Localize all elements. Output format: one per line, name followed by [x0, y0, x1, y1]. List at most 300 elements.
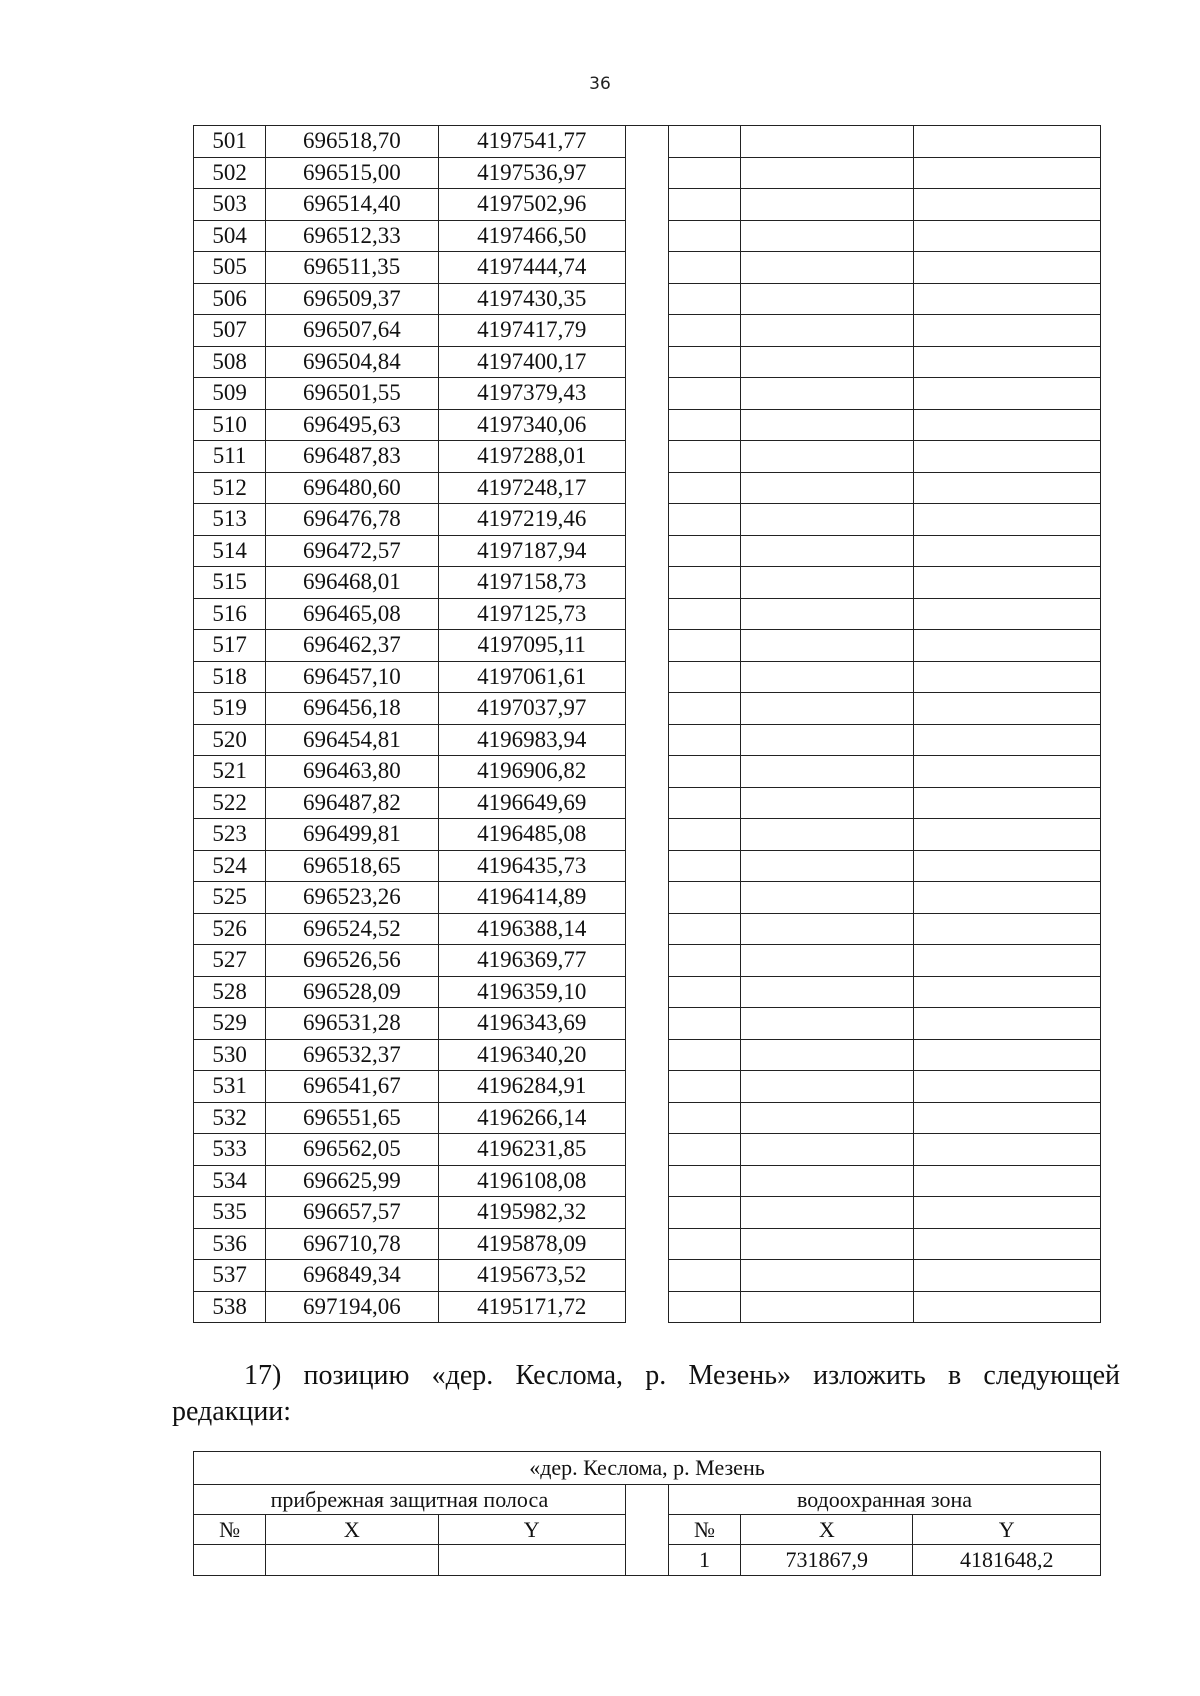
empty-cell — [913, 945, 1100, 977]
table-row — [194, 346, 1101, 378]
empty-cell — [913, 1291, 1100, 1323]
x-coordinate: 696468,01 — [266, 567, 438, 599]
empty-cell — [741, 850, 913, 882]
separator-cell — [625, 1071, 668, 1103]
paragraph-line-2: редакции: — [172, 1396, 292, 1427]
empty-cell — [741, 1165, 913, 1197]
y-coordinate: 4197095,11 — [438, 630, 625, 662]
empty-cell — [741, 598, 913, 630]
y-coordinate: 4197417,79 — [438, 315, 625, 347]
x-coordinate: 696480,60 — [266, 472, 438, 504]
empty-cell — [741, 126, 913, 158]
point-number: 517 — [194, 630, 266, 662]
empty-cell — [913, 189, 1100, 221]
zone-row-no: 1 — [668, 1545, 740, 1576]
point-number: 516 — [194, 598, 266, 630]
empty-cell — [913, 346, 1100, 378]
x-coordinate: 696465,08 — [266, 598, 438, 630]
zone-row-y: 4181648,2 — [913, 1545, 1101, 1576]
empty-cell — [741, 567, 913, 599]
empty-cell — [669, 630, 741, 662]
separator-cell — [625, 787, 668, 819]
empty-cell — [913, 1260, 1100, 1292]
point-number: 527 — [194, 945, 266, 977]
x-coordinate: 696523,26 — [266, 882, 438, 914]
empty-cell — [913, 1102, 1100, 1134]
y-coordinate: 4196983,94 — [438, 724, 625, 756]
paragraph-line-1: 17) позицию «дер. Кеслома, р. Мезень» изложить в следующей — [244, 1360, 1120, 1391]
empty-cell — [669, 1008, 741, 1040]
empty-cell — [913, 661, 1100, 693]
empty-cell — [669, 315, 741, 347]
separator-cell — [625, 220, 668, 252]
table-row — [194, 882, 1101, 914]
empty-cell — [741, 1134, 913, 1166]
separator-cell — [625, 913, 668, 945]
empty-cell — [669, 1102, 741, 1134]
empty-cell — [913, 441, 1100, 473]
table-row — [194, 1071, 1101, 1103]
y-coordinate: 4196369,77 — [438, 945, 625, 977]
empty-cell — [669, 1197, 741, 1229]
y-coordinate: 4197288,01 — [438, 441, 625, 473]
empty-cell — [741, 535, 913, 567]
empty-cell — [669, 819, 741, 851]
y-coordinate: 4197430,35 — [438, 283, 625, 315]
point-number: 507 — [194, 315, 266, 347]
separator-cell — [625, 598, 668, 630]
table-row — [194, 598, 1101, 630]
empty-cell — [741, 441, 913, 473]
zone-table-title: «дер. Кеслома, р. Мезень — [194, 1452, 1101, 1485]
table-row — [194, 126, 1101, 158]
right-col-x: X — [741, 1515, 913, 1545]
empty-cell — [741, 1071, 913, 1103]
table-row — [194, 1008, 1101, 1040]
y-coordinate: 4196284,91 — [438, 1071, 625, 1103]
x-coordinate: 696532,37 — [266, 1039, 438, 1071]
separator-cell — [625, 850, 668, 882]
point-number: 536 — [194, 1228, 266, 1260]
x-coordinate: 696528,09 — [266, 976, 438, 1008]
point-number: 502 — [194, 157, 266, 189]
empty-cell — [741, 787, 913, 819]
empty-cell — [741, 945, 913, 977]
empty-cell — [669, 189, 741, 221]
empty-cell — [669, 1291, 741, 1323]
empty-cell — [913, 157, 1100, 189]
point-number: 508 — [194, 346, 266, 378]
left-col-y: Y — [438, 1515, 625, 1545]
empty-cell — [741, 756, 913, 788]
separator-cell — [625, 819, 668, 851]
point-number: 503 — [194, 189, 266, 221]
table-row — [194, 1039, 1101, 1071]
empty-cell — [669, 157, 741, 189]
empty-cell — [913, 1165, 1100, 1197]
empty-cell — [669, 976, 741, 1008]
point-number: 511 — [194, 441, 266, 473]
x-coordinate: 696562,05 — [266, 1134, 438, 1166]
empty-cell — [913, 724, 1100, 756]
empty-cell — [741, 1228, 913, 1260]
empty-cell — [669, 913, 741, 945]
y-coordinate: 4197536,97 — [438, 157, 625, 189]
x-coordinate: 696514,40 — [266, 189, 438, 221]
x-coordinate: 696454,81 — [266, 724, 438, 756]
point-number: 520 — [194, 724, 266, 756]
table-row — [194, 850, 1101, 882]
separator-cell — [625, 1228, 668, 1260]
table-row — [194, 472, 1101, 504]
zone-row-x: 731867,9 — [741, 1545, 913, 1576]
point-number: 512 — [194, 472, 266, 504]
x-coordinate: 696472,57 — [266, 535, 438, 567]
x-coordinate: 696499,81 — [266, 819, 438, 851]
page-number: 36 — [589, 74, 611, 94]
y-coordinate: 4196108,08 — [438, 1165, 625, 1197]
y-coordinate: 4197340,06 — [438, 409, 625, 441]
point-number: 524 — [194, 850, 266, 882]
empty-cell — [913, 819, 1100, 851]
y-coordinate: 4196340,20 — [438, 1039, 625, 1071]
separator-cell — [625, 1291, 668, 1323]
y-coordinate: 4195982,32 — [438, 1197, 625, 1229]
table-row — [194, 724, 1101, 756]
x-coordinate: 696511,35 — [266, 252, 438, 284]
x-coordinate: 696541,67 — [266, 1071, 438, 1103]
left-empty-cell — [194, 1545, 266, 1576]
empty-cell — [913, 126, 1100, 158]
table-row — [194, 756, 1101, 788]
point-number: 514 — [194, 535, 266, 567]
table-row — [194, 787, 1101, 819]
separator-cell — [625, 1260, 668, 1292]
left-col-x: X — [266, 1515, 438, 1545]
table-row — [194, 1228, 1101, 1260]
separator-cell — [625, 252, 668, 284]
point-number: 510 — [194, 409, 266, 441]
table-row — [194, 630, 1101, 662]
table-row — [194, 693, 1101, 725]
empty-cell — [669, 882, 741, 914]
empty-cell — [913, 472, 1100, 504]
table-row — [194, 1102, 1101, 1134]
separator-cell — [625, 1039, 668, 1071]
table-row — [194, 913, 1101, 945]
y-coordinate: 4196388,14 — [438, 913, 625, 945]
empty-cell — [669, 693, 741, 725]
separator-cell — [625, 724, 668, 756]
right-col-no: № — [668, 1515, 740, 1545]
separator-cell — [625, 504, 668, 536]
x-coordinate: 696487,82 — [266, 787, 438, 819]
empty-cell — [741, 976, 913, 1008]
empty-cell — [669, 283, 741, 315]
separator-cell — [625, 472, 668, 504]
empty-cell — [669, 504, 741, 536]
separator-cell — [625, 1102, 668, 1134]
left-col-no: № — [194, 1515, 266, 1545]
separator-cell — [625, 1485, 668, 1576]
empty-cell — [913, 787, 1100, 819]
table-row — [194, 315, 1101, 347]
y-coordinate: 4196649,69 — [438, 787, 625, 819]
y-coordinate: 4196266,14 — [438, 1102, 625, 1134]
empty-cell — [741, 346, 913, 378]
y-coordinate: 4197219,46 — [438, 504, 625, 536]
table-row — [194, 945, 1101, 977]
y-coordinate: 4196343,69 — [438, 1008, 625, 1040]
x-coordinate: 696657,57 — [266, 1197, 438, 1229]
x-coordinate: 696625,99 — [266, 1165, 438, 1197]
y-coordinate: 4197400,17 — [438, 346, 625, 378]
empty-cell — [741, 252, 913, 284]
empty-cell — [913, 535, 1100, 567]
separator-cell — [625, 882, 668, 914]
empty-cell — [741, 724, 913, 756]
empty-cell — [741, 315, 913, 347]
x-coordinate: 696512,33 — [266, 220, 438, 252]
empty-cell — [669, 472, 741, 504]
empty-cell — [669, 126, 741, 158]
x-coordinate: 696456,18 — [266, 693, 438, 725]
y-coordinate: 4196485,08 — [438, 819, 625, 851]
point-number: 523 — [194, 819, 266, 851]
x-coordinate: 696462,37 — [266, 630, 438, 662]
y-coordinate: 4197379,43 — [438, 378, 625, 410]
empty-cell — [913, 630, 1100, 662]
point-number: 531 — [194, 1071, 266, 1103]
point-number: 532 — [194, 1102, 266, 1134]
empty-cell — [669, 756, 741, 788]
table-row — [194, 567, 1101, 599]
y-coordinate: 4196359,10 — [438, 976, 625, 1008]
x-coordinate: 696495,63 — [266, 409, 438, 441]
x-coordinate: 696463,80 — [266, 756, 438, 788]
empty-cell — [741, 378, 913, 410]
y-coordinate: 4197037,97 — [438, 693, 625, 725]
x-coordinate: 696507,64 — [266, 315, 438, 347]
table-row — [194, 1165, 1101, 1197]
separator-cell — [625, 1134, 668, 1166]
point-number: 534 — [194, 1165, 266, 1197]
table-row — [194, 252, 1101, 284]
empty-cell — [913, 409, 1100, 441]
separator-cell — [625, 378, 668, 410]
y-coordinate: 4197541,77 — [438, 126, 625, 158]
table-row — [194, 283, 1101, 315]
separator-cell — [625, 945, 668, 977]
y-coordinate: 4197502,96 — [438, 189, 625, 221]
point-number: 538 — [194, 1291, 266, 1323]
table-row — [194, 1260, 1101, 1292]
point-number: 526 — [194, 913, 266, 945]
empty-cell — [913, 1228, 1100, 1260]
empty-cell — [913, 252, 1100, 284]
y-coordinate: 4196435,73 — [438, 850, 625, 882]
empty-cell — [741, 693, 913, 725]
amendment-paragraph — [172, 1358, 1120, 1430]
empty-cell — [669, 252, 741, 284]
table-row — [194, 1197, 1101, 1229]
empty-cell — [741, 882, 913, 914]
separator-cell — [625, 630, 668, 662]
empty-cell — [913, 220, 1100, 252]
point-number: 519 — [194, 693, 266, 725]
point-number: 525 — [194, 882, 266, 914]
x-coordinate: 696518,65 — [266, 850, 438, 882]
separator-cell — [625, 441, 668, 473]
left-empty-cell — [438, 1545, 625, 1576]
table-row — [194, 535, 1101, 567]
coastal-strip-header: прибрежная защитная полоса — [194, 1485, 626, 1515]
empty-cell — [913, 882, 1100, 914]
empty-cell — [669, 598, 741, 630]
empty-cell — [669, 567, 741, 599]
empty-cell — [669, 220, 741, 252]
point-number: 518 — [194, 661, 266, 693]
point-number: 522 — [194, 787, 266, 819]
empty-cell — [741, 472, 913, 504]
x-coordinate: 696509,37 — [266, 283, 438, 315]
empty-cell — [669, 1039, 741, 1071]
empty-cell — [741, 283, 913, 315]
separator-cell — [625, 567, 668, 599]
y-coordinate: 4197466,50 — [438, 220, 625, 252]
empty-cell — [913, 1134, 1100, 1166]
empty-cell — [913, 504, 1100, 536]
coordinates-table — [193, 125, 1101, 1323]
empty-cell — [913, 1008, 1100, 1040]
y-coordinate: 4196231,85 — [438, 1134, 625, 1166]
point-number: 504 — [194, 220, 266, 252]
separator-cell — [625, 126, 668, 158]
empty-cell — [669, 378, 741, 410]
separator-cell — [625, 976, 668, 1008]
empty-cell — [741, 220, 913, 252]
empty-cell — [913, 283, 1100, 315]
empty-cell — [913, 756, 1100, 788]
empty-cell — [741, 661, 913, 693]
y-coordinate: 4195673,52 — [438, 1260, 625, 1292]
empty-cell — [669, 535, 741, 567]
point-number: 505 — [194, 252, 266, 284]
empty-cell — [669, 661, 741, 693]
empty-cell — [741, 1039, 913, 1071]
empty-cell — [741, 157, 913, 189]
empty-cell — [741, 409, 913, 441]
point-number: 535 — [194, 1197, 266, 1229]
empty-cell — [913, 1039, 1100, 1071]
empty-cell — [741, 189, 913, 221]
y-coordinate: 4197444,74 — [438, 252, 625, 284]
empty-cell — [741, 819, 913, 851]
empty-cell — [669, 945, 741, 977]
table-row — [194, 504, 1101, 536]
empty-cell — [741, 1008, 913, 1040]
empty-cell — [741, 1197, 913, 1229]
separator-cell — [625, 1197, 668, 1229]
empty-cell — [913, 1197, 1100, 1229]
empty-cell — [741, 1260, 913, 1292]
separator-cell — [625, 409, 668, 441]
separator-cell — [625, 1008, 668, 1040]
y-coordinate: 4197061,61 — [438, 661, 625, 693]
water-protection-zone-header: водоохранная зона — [668, 1485, 1100, 1515]
x-coordinate: 696457,10 — [266, 661, 438, 693]
separator-cell — [625, 283, 668, 315]
empty-cell — [669, 850, 741, 882]
empty-cell — [741, 913, 913, 945]
x-coordinate: 696551,65 — [266, 1102, 438, 1134]
point-number: 528 — [194, 976, 266, 1008]
table-row — [194, 220, 1101, 252]
x-coordinate: 696504,84 — [266, 346, 438, 378]
empty-cell — [741, 630, 913, 662]
empty-cell — [913, 913, 1100, 945]
empty-cell — [669, 441, 741, 473]
y-coordinate: 4196414,89 — [438, 882, 625, 914]
point-number: 506 — [194, 283, 266, 315]
separator-cell — [625, 756, 668, 788]
point-number: 529 — [194, 1008, 266, 1040]
x-coordinate: 696531,28 — [266, 1008, 438, 1040]
x-coordinate: 697194,06 — [266, 1291, 438, 1323]
empty-cell — [669, 724, 741, 756]
separator-cell — [625, 189, 668, 221]
empty-cell — [741, 1291, 913, 1323]
table-row — [194, 189, 1101, 221]
point-number: 501 — [194, 126, 266, 158]
point-number: 513 — [194, 504, 266, 536]
x-coordinate: 696501,55 — [266, 378, 438, 410]
empty-cell — [669, 346, 741, 378]
empty-cell — [669, 1165, 741, 1197]
empty-cell — [913, 598, 1100, 630]
separator-cell — [625, 157, 668, 189]
y-coordinate: 4197187,94 — [438, 535, 625, 567]
separator-cell — [625, 315, 668, 347]
empty-cell — [669, 1134, 741, 1166]
x-coordinate: 696849,34 — [266, 1260, 438, 1292]
point-number: 533 — [194, 1134, 266, 1166]
point-number: 509 — [194, 378, 266, 410]
x-coordinate: 696487,83 — [266, 441, 438, 473]
point-number: 521 — [194, 756, 266, 788]
x-coordinate: 696524,52 — [266, 913, 438, 945]
y-coordinate: 4197125,73 — [438, 598, 625, 630]
empty-cell — [913, 315, 1100, 347]
y-coordinate: 4195171,72 — [438, 1291, 625, 1323]
point-number: 537 — [194, 1260, 266, 1292]
x-coordinate: 696526,56 — [266, 945, 438, 977]
table-row — [194, 378, 1101, 410]
y-coordinate: 4197158,73 — [438, 567, 625, 599]
empty-cell — [669, 1260, 741, 1292]
empty-cell — [741, 1102, 913, 1134]
zone-table — [193, 1451, 1101, 1576]
x-coordinate: 696518,70 — [266, 126, 438, 158]
table-row — [194, 409, 1101, 441]
separator-cell — [625, 346, 668, 378]
table-row — [194, 1134, 1101, 1166]
table-row — [194, 976, 1101, 1008]
empty-cell — [913, 693, 1100, 725]
y-coordinate: 4197248,17 — [438, 472, 625, 504]
empty-cell — [669, 1228, 741, 1260]
point-number: 530 — [194, 1039, 266, 1071]
